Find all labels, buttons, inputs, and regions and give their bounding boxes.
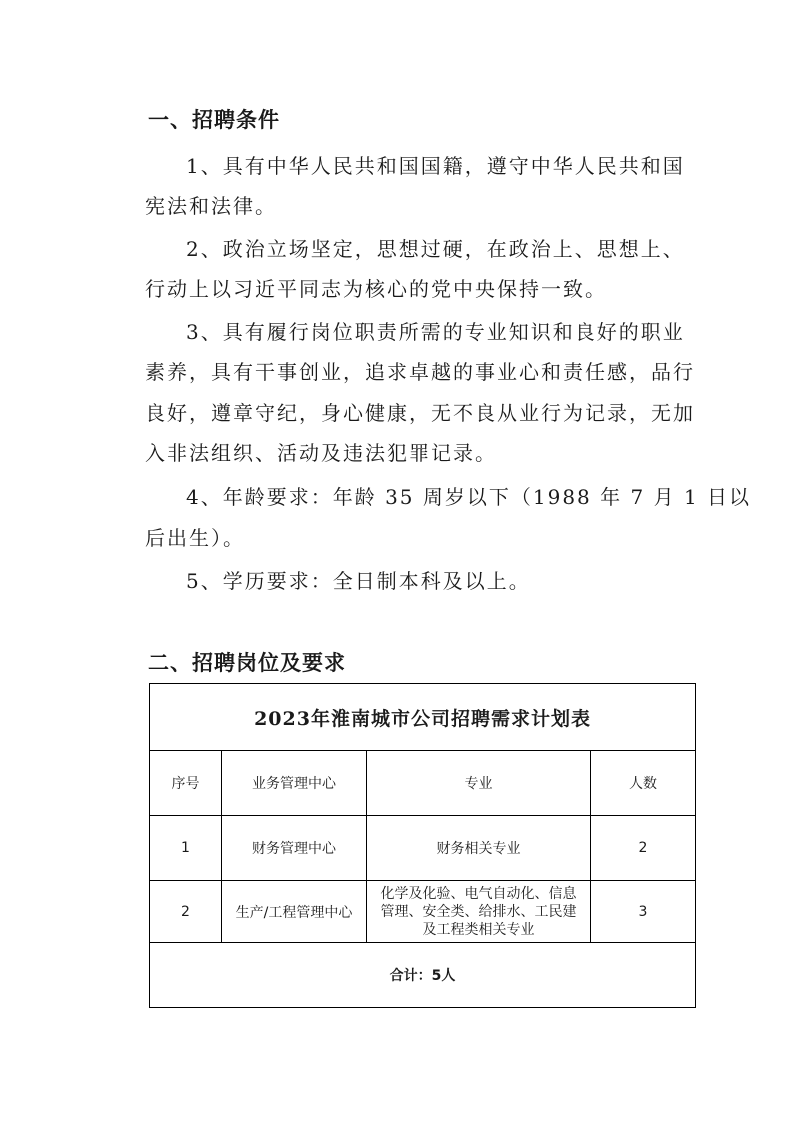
condition-line: 2、政治立场坚定，思想过硬，在政治上、思想上、	[186, 237, 685, 261]
table-row	[150, 881, 696, 943]
section-heading-conditions: 一、招聘条件	[148, 108, 280, 132]
header-cell-major: 专业	[367, 751, 591, 816]
cell-major	[367, 881, 591, 943]
major-line: 管理、安全类、给排水、工民建	[380, 903, 577, 920]
major-line: 及工程类相关专业	[422, 921, 535, 938]
condition-line: 良好，遵章守纪，身心健康，无不良从业行为记录，无加	[145, 401, 695, 425]
cell-no: 1	[150, 816, 222, 881]
header-cell-no: 序号	[150, 751, 222, 816]
table-title: 2023年淮南城市公司招聘需求计划表	[150, 684, 696, 751]
table-header-row	[150, 751, 696, 816]
cell-center: 财务管理中心	[222, 816, 367, 881]
header-cell-center: 业务管理中心	[222, 751, 367, 816]
table-row	[150, 816, 696, 881]
condition-line: 4、年龄要求：年龄 35 周岁以下（1988 年 7 月 1 日以	[186, 485, 752, 509]
condition-line: 宪法和法律。	[145, 194, 277, 218]
condition-line: 后出生）。	[145, 526, 245, 550]
condition-line: 素养，具有干事创业，追求卓越的事业心和责任感，品行	[145, 360, 695, 384]
condition-line: 5、学历要求：全日制本科及以上。	[186, 569, 531, 593]
cell-center: 生产/工程管理中心	[222, 881, 367, 943]
cell-major: 财务相关专业	[367, 816, 591, 881]
section-heading-positions: 二、招聘岗位及要求	[148, 651, 346, 675]
major-line: 化学及化验、电气自动化、信息	[380, 885, 577, 902]
condition-line: 1、具有中华人民共和国国籍，遵守中华人民共和国	[186, 154, 685, 178]
condition-line: 入非法组织、活动及违法犯罪记录。	[145, 441, 497, 465]
table-total: 合计：5人	[150, 943, 696, 1008]
recruitment-plan-table	[149, 683, 696, 1008]
cell-no: 2	[150, 881, 222, 943]
condition-line: 行动上以习近平同志为核心的党中央保持一致。	[145, 277, 607, 301]
condition-line: 3、具有履行岗位职责所需的专业知识和良好的职业	[186, 320, 685, 344]
cell-count: 3	[591, 881, 696, 943]
cell-count: 2	[591, 816, 696, 881]
header-cell-count: 人数	[591, 751, 696, 816]
